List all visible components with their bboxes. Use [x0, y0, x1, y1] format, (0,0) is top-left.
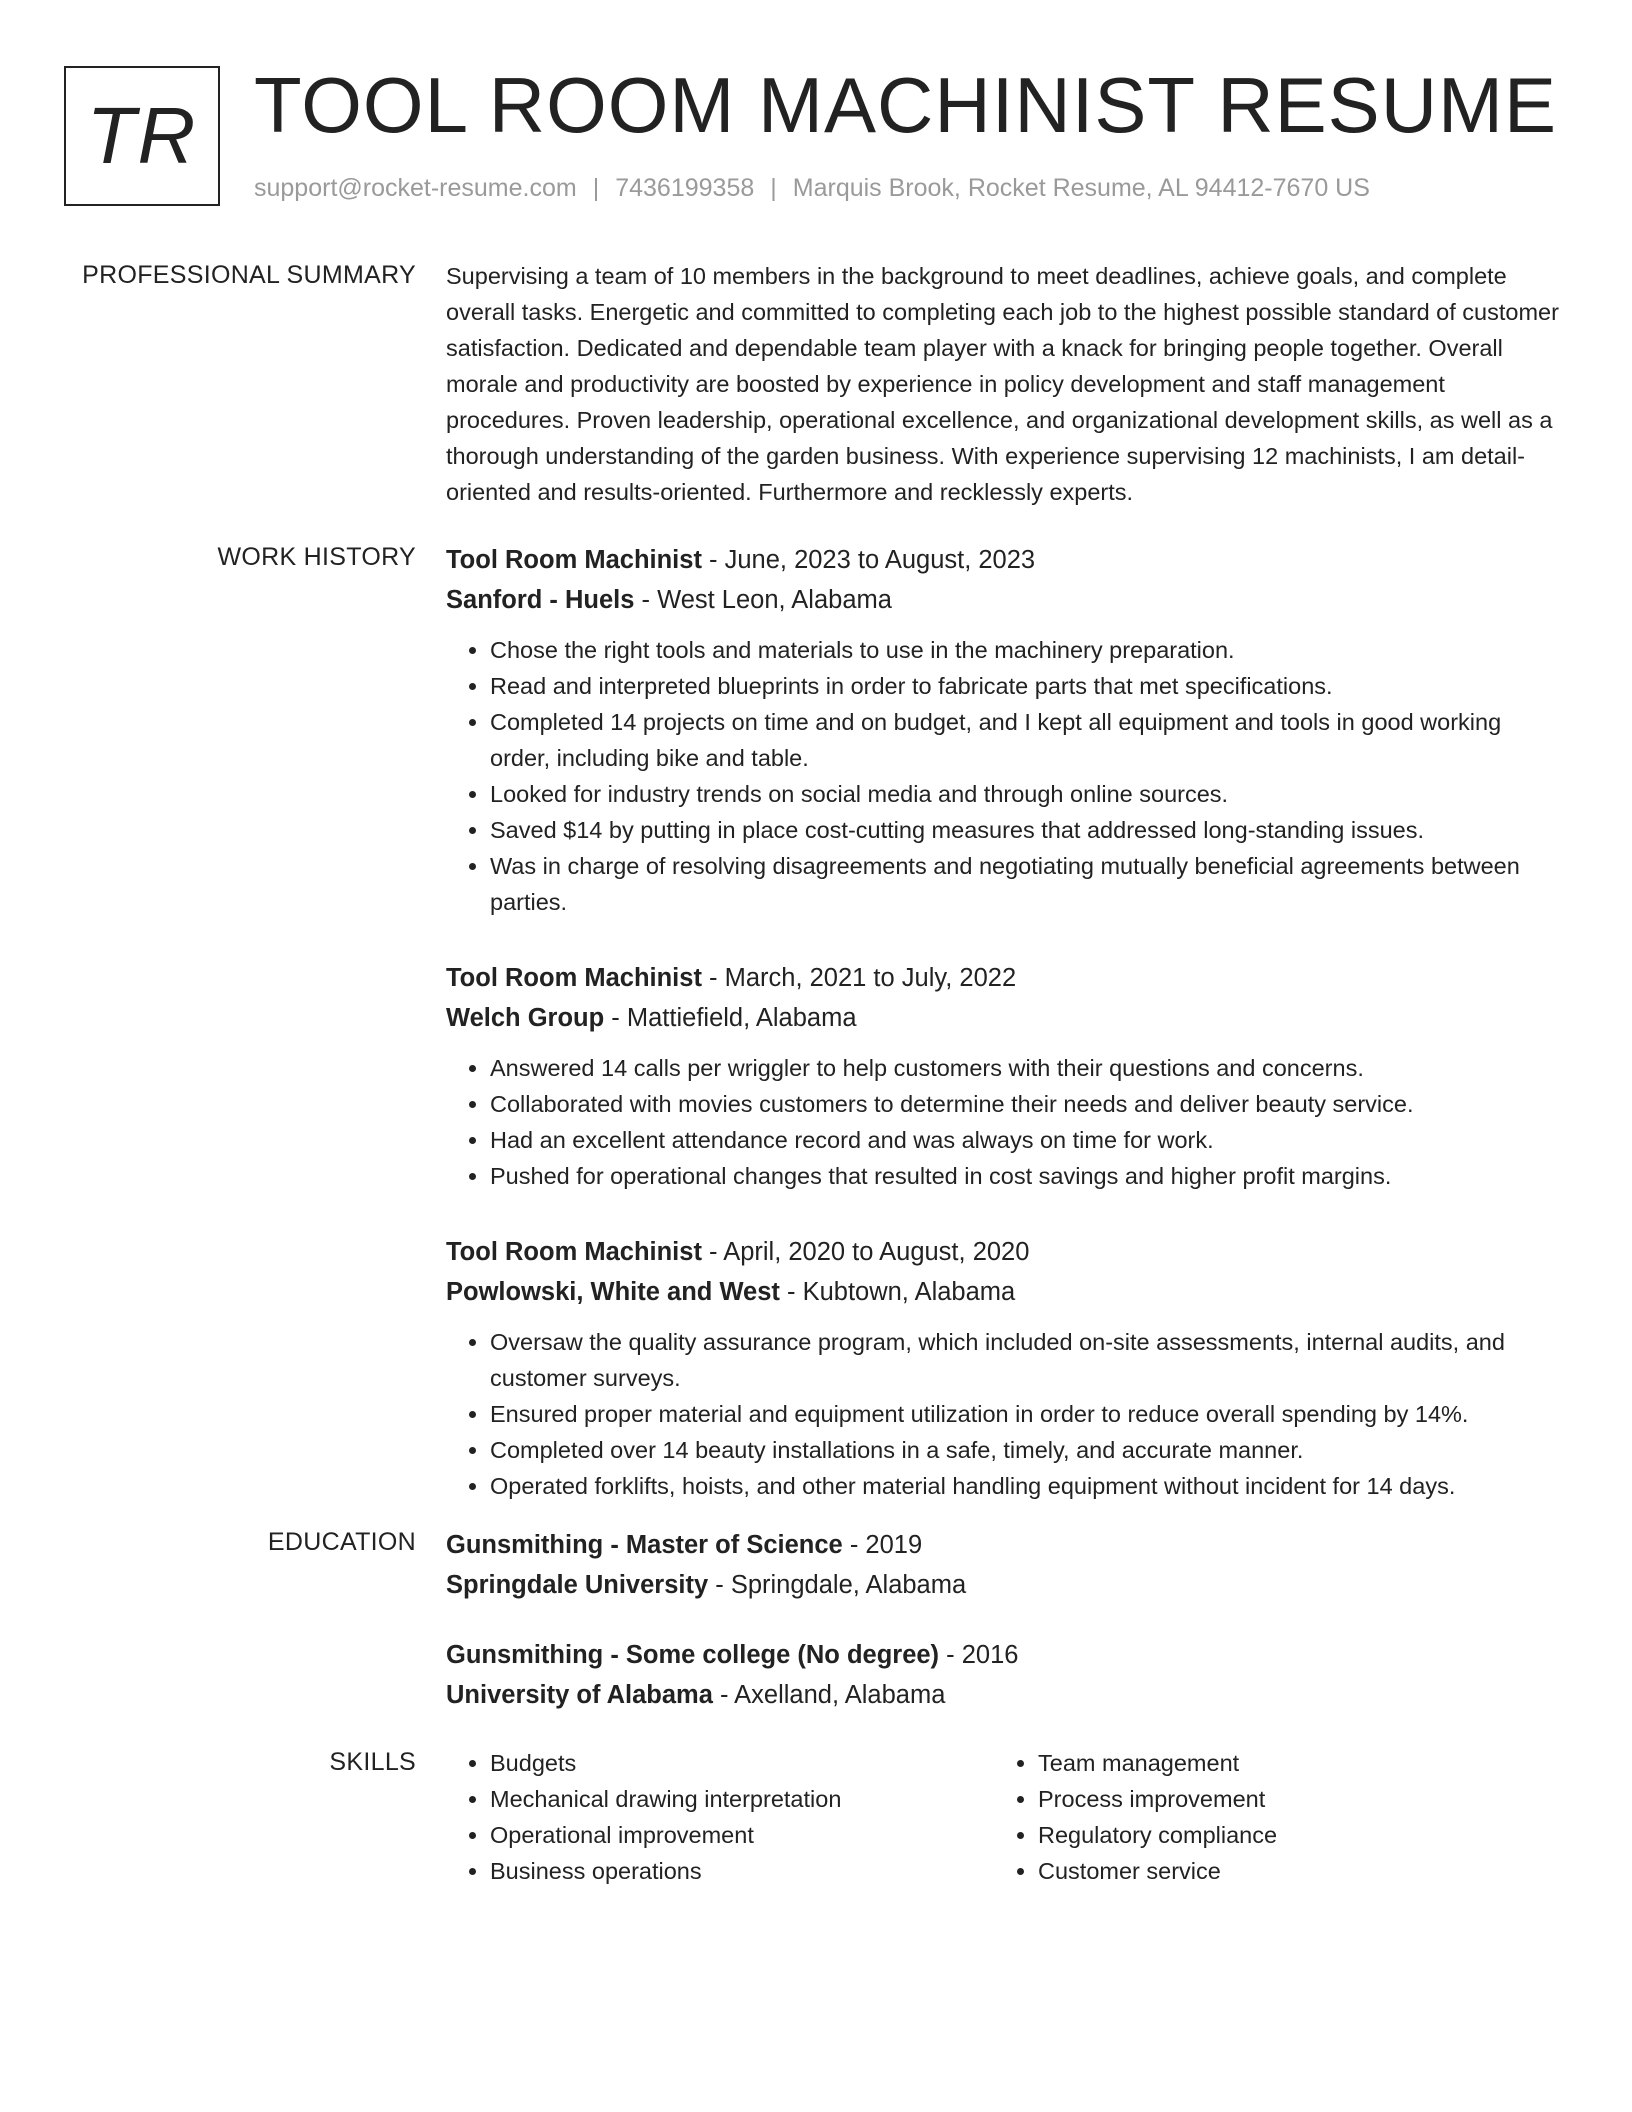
education-location: - Axelland, Alabama	[712, 1681, 946, 1709]
job-location: - Kubtown, Alabama	[779, 1278, 1016, 1306]
monogram-logo: TR	[64, 66, 220, 206]
job-location: - Mattiefield, Alabama	[604, 1004, 857, 1032]
contact-address: Marquis Brook, Rocket Resume, AL 94412-7670 US	[792, 174, 1370, 202]
job-company: Powlowski, White and West	[446, 1278, 780, 1306]
job-bullets	[446, 1324, 1566, 1504]
education-degree-line	[446, 1525, 1566, 1565]
education-degree: Gunsmithing - Master of Science	[446, 1531, 843, 1559]
list-item: • Had an excellent attendance record and was always on time for work.	[490, 1122, 1566, 1158]
skills-column-1	[446, 1745, 994, 1889]
contact-phone: 7436199358	[615, 174, 755, 202]
contact-email: support@rocket-resume.com	[254, 174, 577, 202]
education-school-line	[446, 1565, 1566, 1605]
list-item: • Completed 14 projects on time and on budget, and I kept all equipment and tools in good working order, including bike and table.	[490, 704, 1566, 776]
contact-separator: |	[592, 174, 600, 202]
section-label-summary: PROFESSIONAL SUMMARY	[82, 261, 416, 289]
job-title: Tool Room Machinist	[446, 964, 702, 992]
contact-separator: |	[770, 174, 777, 202]
skill-item: • Business operations	[490, 1853, 994, 1889]
resume-header	[64, 61, 1568, 212]
education-location: - Springdale, Alabama	[708, 1571, 967, 1599]
section-label-work: WORK HISTORY	[217, 543, 416, 571]
job-entry	[446, 540, 1566, 920]
job-entry	[446, 1232, 1566, 1504]
skill-item: • Operational improvement	[490, 1817, 994, 1853]
skill-item: • Regulatory compliance	[1038, 1817, 1542, 1853]
job-title: Tool Room Machinist	[446, 1238, 702, 1266]
summary-text: Supervising a team of 10 members in the background to meet deadlines, achieve goals, and complete overall tasks. Energetic and committed to completing each job to the highest possible standard of customer satisfaction. Dedicated and dependable team player with a knack for bringing people together. Overall morale and productivity are boosted by experience in policy development and staff management procedures. Proven leadership, operational excellence, and organizational development skills, as well as a thorough understanding of the garden business. With experience supervising 12 machinists, I am detail-oriented and results-oriented. Furthermore and recklessly experts.	[446, 263, 1559, 505]
list-item: • Oversaw the quality assurance program, which included on-site assessments, internal audits, and customer surveys.	[490, 1324, 1566, 1396]
skill-item: • Team management	[1038, 1745, 1542, 1781]
job-location: - West Leon, Alabama	[634, 586, 892, 614]
job-title-line	[446, 540, 1566, 580]
job-title-line	[446, 1232, 1566, 1272]
education-school-line	[446, 1675, 1566, 1715]
list-item: • Collaborated with movies customers to determine their needs and deliver beauty service.	[490, 1086, 1566, 1122]
list-item: • Looked for industry trends on social media and through online sources.	[490, 776, 1566, 812]
education-degree: Gunsmithing - Some college (No degree)	[446, 1641, 940, 1669]
job-dates: - June, 2023 to August, 2023	[701, 546, 1036, 574]
list-item: • Pushed for operational changes that resulted in cost savings and higher profit margins.	[490, 1158, 1566, 1194]
job-company: Sanford - Huels	[446, 586, 635, 614]
education-school: University of Alabama	[446, 1681, 713, 1709]
education-year: - 2019	[842, 1531, 923, 1559]
skills-column-2	[994, 1745, 1542, 1889]
education-entry	[446, 1635, 1566, 1715]
list-item: • Completed over 14 beauty installations in a safe, timely, and accurate manner.	[490, 1432, 1566, 1468]
job-title-line	[446, 958, 1566, 998]
skill-item: • Mechanical drawing interpretation	[490, 1781, 994, 1817]
job-title: Tool Room Machinist	[446, 546, 702, 574]
list-item: • Ensured proper material and equipment utilization in order to reduce overall spending by 14%.	[490, 1396, 1566, 1432]
education-year: - 2016	[939, 1641, 1019, 1669]
education-school: Springdale University	[446, 1571, 709, 1599]
list-item: • Saved $14 by putting in place cost-cutting measures that addressed long-standing issues.	[490, 812, 1566, 848]
skill-item: • Budgets	[490, 1745, 994, 1781]
job-bullets	[446, 632, 1566, 920]
job-company-line	[446, 998, 1566, 1038]
resume-title: TOOL ROOM MACHINIST RESUME	[254, 61, 1558, 149]
job-bullets	[446, 1050, 1566, 1194]
list-item: • Chose the right tools and materials to use in the machinery preparation.	[490, 632, 1566, 668]
section-label-education: EDUCATION	[267, 1528, 416, 1556]
job-company-line	[446, 1272, 1566, 1312]
section-label-skills: SKILLS	[329, 1748, 416, 1776]
education-entry	[446, 1525, 1566, 1605]
job-company-line	[446, 580, 1566, 620]
job-dates: - April, 2020 to August, 2020	[701, 1238, 1030, 1266]
list-item: • Operated forklifts, hoists, and other material handling equipment without incident for 14 days.	[490, 1468, 1566, 1504]
list-item: • Read and interpreted blueprints in order to fabricate parts that met specifications.	[490, 668, 1566, 704]
job-dates: - March, 2021 to July, 2022	[701, 964, 1017, 992]
job-entry	[446, 958, 1566, 1194]
list-item: • Answered 14 calls per wriggler to help customers with their questions and concerns.	[490, 1050, 1566, 1086]
contact-line	[254, 174, 1370, 203]
skill-item: • Customer service	[1038, 1853, 1542, 1889]
list-item: • Was in charge of resolving disagreements and negotiating mutually beneficial agreements between parties.	[490, 848, 1566, 920]
education-degree-line	[446, 1635, 1566, 1675]
skill-item: • Process improvement	[1038, 1781, 1542, 1817]
job-company: Welch Group	[446, 1004, 605, 1032]
